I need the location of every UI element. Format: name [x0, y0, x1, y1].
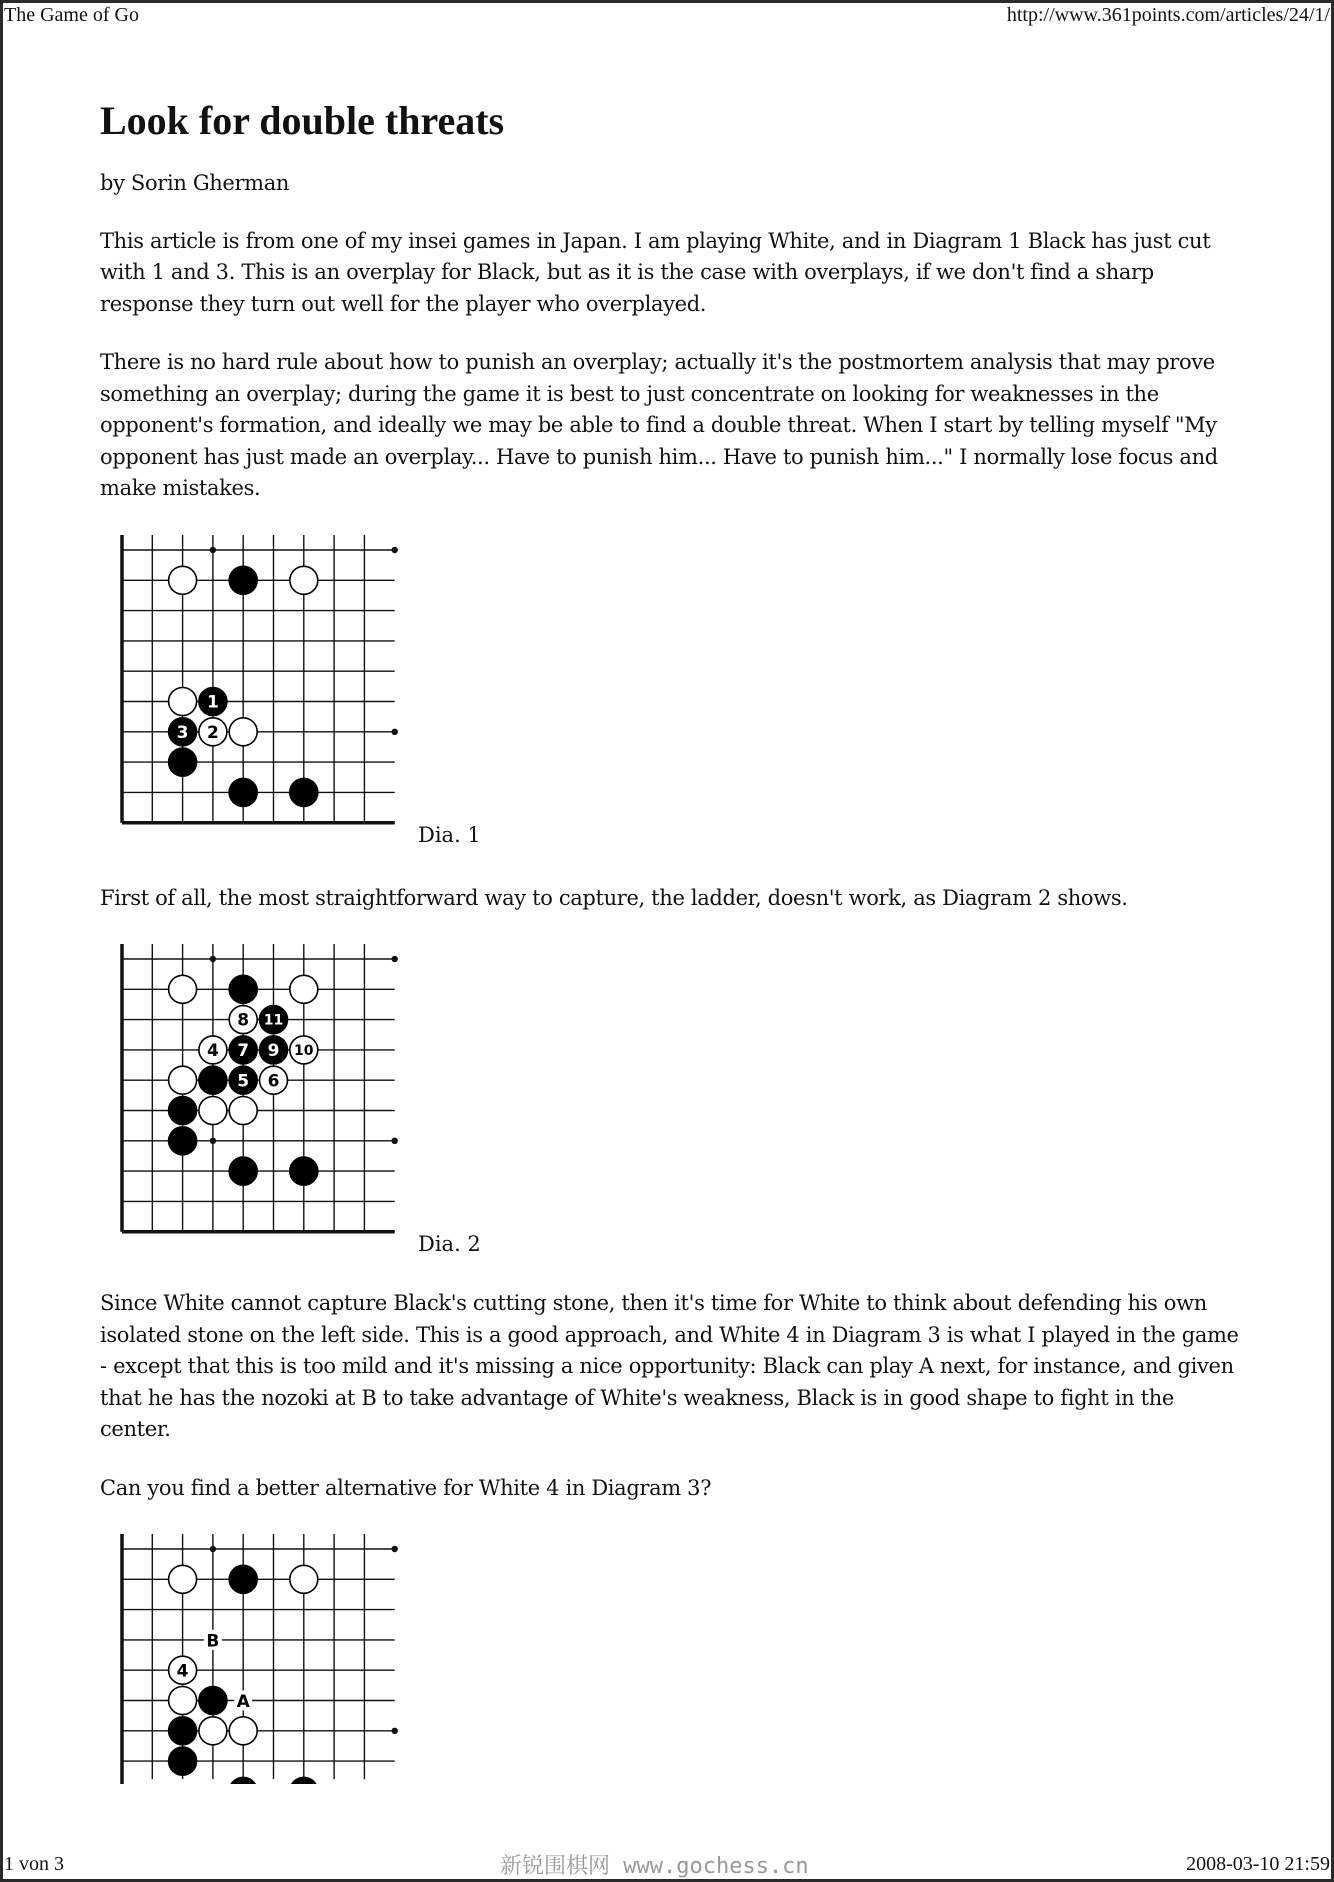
- paragraph: Can you find a better alternative for White 4 in Diagram 3?: [100, 1475, 712, 1500]
- black-stone: [169, 1717, 197, 1745]
- move-number: 9: [267, 1041, 280, 1062]
- move-number: 11: [263, 1012, 284, 1029]
- move-number: 4: [176, 1661, 189, 1682]
- white-stone: [169, 1565, 197, 1593]
- black-stone: [229, 566, 257, 594]
- black-stone: [169, 1127, 197, 1155]
- white-stone: [229, 1006, 257, 1034]
- point-label: B: [206, 1631, 220, 1652]
- white-stone: [169, 1656, 197, 1684]
- white-stone: [260, 1066, 288, 1094]
- footer-watermark: 新锐围棋网 www.gochess.cn: [500, 1854, 809, 1879]
- black-stone: [229, 1036, 257, 1064]
- white-stone: [229, 717, 257, 745]
- go-board: [120, 1534, 420, 1784]
- star-point: [392, 956, 398, 962]
- header-site-title: The Game of Go: [4, 4, 139, 26]
- star-point: [210, 546, 216, 552]
- black-stone: [260, 1036, 288, 1064]
- footer-datetime: 2008-03-10 21:59: [1186, 1853, 1330, 1875]
- white-stone: [199, 1717, 227, 1745]
- article-title: Look for double threats: [100, 98, 505, 143]
- move-number: 4: [206, 1041, 219, 1062]
- white-stone: [229, 1717, 257, 1745]
- go-board: [120, 944, 420, 1246]
- move-number: 2: [206, 722, 219, 743]
- black-stone: [229, 975, 257, 1003]
- move-number: 5: [237, 1071, 250, 1092]
- move-number: 1: [206, 692, 219, 713]
- black-stone: [199, 1687, 227, 1715]
- move-number: 7: [237, 1041, 250, 1062]
- star-point: [392, 1546, 398, 1552]
- star-point: [210, 956, 216, 962]
- black-stone: [229, 1157, 257, 1185]
- white-stone: [290, 975, 318, 1003]
- diagram-caption: Dia. 2: [418, 1232, 481, 1256]
- go-board: [120, 535, 420, 837]
- black-stone: [290, 1157, 318, 1185]
- white-stone: [169, 1687, 197, 1715]
- move-number: 3: [176, 722, 189, 743]
- diagram-caption: Dia. 1: [418, 822, 481, 847]
- black-stone: [290, 778, 318, 806]
- black-stone: [229, 1066, 257, 1094]
- black-stone: [169, 717, 197, 745]
- paragraph: This article is from one of my insei games in Japan. I am playing White, and in Diagram 1 Black has just cut with 1 and 3. This is an overplay for Black, but as it is the case with overplays, if we don't find a sharp response they turn out well for the player who overplayed.: [100, 228, 1211, 316]
- white-stone: [199, 1097, 227, 1125]
- go-diagram-1: [100, 535, 1250, 857]
- white-stone: [169, 1066, 197, 1094]
- article-author: by Sorin Gherman: [100, 171, 290, 195]
- black-stone: [169, 1097, 197, 1125]
- black-stone: [229, 778, 257, 806]
- move-number: 6: [267, 1071, 280, 1092]
- white-stone: [290, 1036, 318, 1064]
- white-stone: [229, 1097, 257, 1125]
- paragraph: First of all, the most straightforward way to capture, the ladder, doesn't work, as Diagram 2 shows.: [100, 885, 1128, 910]
- star-point: [392, 1138, 398, 1144]
- point-label: A: [236, 1692, 250, 1712]
- header-url[interactable]: http://www.361points.com/articles/24/1/: [1006, 4, 1330, 26]
- black-stone: [169, 748, 197, 776]
- white-stone: [169, 566, 197, 594]
- go-diagram-3: [100, 1534, 1250, 1784]
- paragraph: There is no hard rule about how to punish an overplay; actually it's the postmortem analysis that may prove something an overplay; during the game it is best to just concentrate on looking for weaknesses in the opponent's formation, and ideally we may be able to find a double threat. When I start by telling myself "My opponent has just made an overplay... Have to punish him... Have to punish him..." I normally lose focus and make mistakes.: [100, 350, 1218, 500]
- board-grid: [122, 944, 398, 1232]
- star-point: [392, 1728, 398, 1734]
- board-grid: [122, 1534, 398, 1784]
- paragraph: Since White cannot capture Black's cutting stone, then it's time for White to think about defending his own isolated stone on the left side. This is a good approach, and White 4 in Diagram 3 is what I played in the game - except that this is too mild and it's missing a nice opportunity: Black can play A next, for instance, and given that he has the nozoki at B to take advantage of White's weakness, Black is in good shape to fight in the center.: [100, 1291, 1239, 1441]
- star-point: [210, 1546, 216, 1552]
- black-stone: [169, 1747, 197, 1775]
- star-point: [210, 1138, 216, 1144]
- move-number: 8: [237, 1010, 250, 1031]
- black-stone: [290, 1777, 318, 1784]
- footer-page-number: 1 von 3: [4, 1853, 64, 1875]
- article: [100, 96, 1250, 1784]
- star-point: [392, 728, 398, 734]
- black-stone: [199, 687, 227, 715]
- black-stone: [260, 1006, 288, 1034]
- white-stone: [199, 717, 227, 745]
- move-number: 10: [294, 1042, 314, 1059]
- black-stone: [229, 1777, 257, 1784]
- white-stone: [290, 1565, 318, 1593]
- board-grid: [122, 535, 398, 823]
- white-stone: [169, 975, 197, 1003]
- white-stone: [169, 687, 197, 715]
- white-stone: [290, 566, 318, 594]
- star-point: [392, 546, 398, 552]
- white-stone: [199, 1036, 227, 1064]
- black-stone: [229, 1565, 257, 1593]
- black-stone: [199, 1066, 227, 1094]
- go-diagram-2: [100, 944, 1250, 1266]
